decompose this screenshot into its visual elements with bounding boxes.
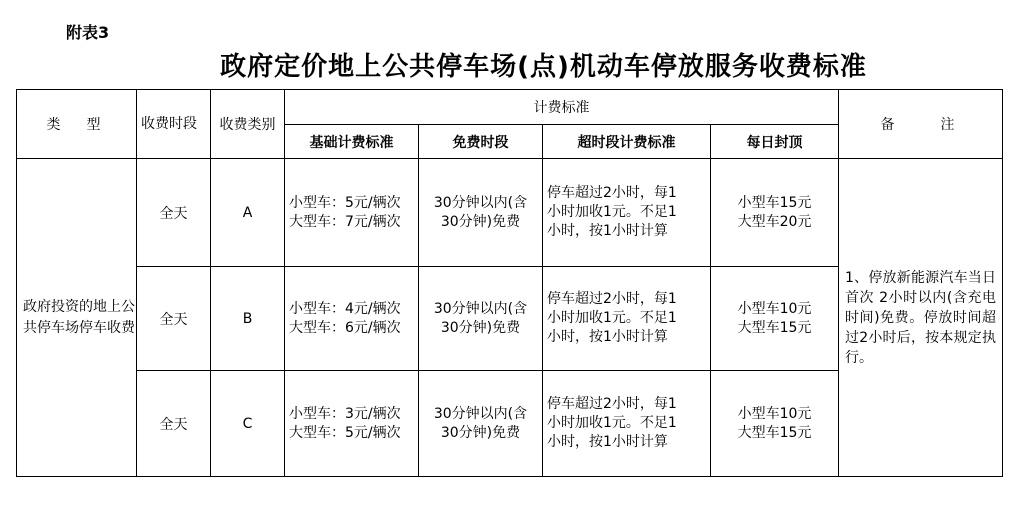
row-daily-cap: 小型车10元 大型车15元: [711, 371, 839, 477]
header-base-rate: 基础计费标准: [285, 125, 419, 159]
row-overtime: 停车超过2小时，每1 小时加收1元。不足1 小时，按1小时计算: [543, 159, 711, 267]
type-label: 政府投资的地上公共停车场停车收费: [17, 159, 137, 477]
header-period-text: 收费时段: [141, 115, 197, 132]
row-category: B: [211, 267, 285, 371]
header-period: [137, 90, 211, 159]
header-overtime: 超时段计费标准: [543, 125, 711, 159]
header-category: 收费类别: [211, 90, 285, 159]
appendix-label: 附表3: [66, 23, 110, 42]
row-overtime: 停车超过2小时，每1 小时加收1元。不足1 小时，按1小时计算: [543, 267, 711, 371]
header-free-period: 免费时段: [419, 125, 543, 159]
header-type: 类 型: [17, 90, 137, 159]
row-overtime: 停车超过2小时，每1 小时加收1元。不足1 小时，按1小时计算: [543, 371, 711, 477]
row-base-rate: 小型车：3元/辆次 大型车：5元/辆次: [285, 371, 419, 477]
row-base-rate: 小型车：4元/辆次 大型车：6元/辆次: [285, 267, 419, 371]
row-free-period: 30分钟以内(含 30分钟)免费: [419, 371, 543, 477]
remarks-note: 1、停放新能源汽车当日首次 2小时以内(含充电时间)免费。停放时间超过2小时后，按本规定执行。: [839, 159, 1003, 477]
header-pricing-group: 计费标准: [285, 90, 839, 125]
header-remarks: 备 注: [839, 90, 1003, 159]
row-period: 全天: [137, 371, 211, 477]
row-category: A: [211, 159, 285, 267]
row-period: 全天: [137, 159, 211, 267]
row-free-period: 30分钟以内(含 30分钟)免费: [419, 267, 543, 371]
row-category: C: [211, 371, 285, 477]
header-row-1: [17, 90, 1003, 125]
fee-standard-table: [16, 89, 1003, 477]
page-title: 政府定价地上公共停车场(点)机动车停放服务收费标准: [220, 52, 867, 82]
row-period: 全天: [137, 267, 211, 371]
row-daily-cap: 小型车15元 大型车20元: [711, 159, 839, 267]
row-base-rate: 小型车：5元/辆次 大型车：7元/辆次: [285, 159, 419, 267]
row-daily-cap: 小型车10元 大型车15元: [711, 267, 839, 371]
header-daily-cap: 每日封顶: [711, 125, 839, 159]
row-free-period: 30分钟以内(含 30分钟)免费: [419, 159, 543, 267]
table-row: [17, 159, 1003, 267]
